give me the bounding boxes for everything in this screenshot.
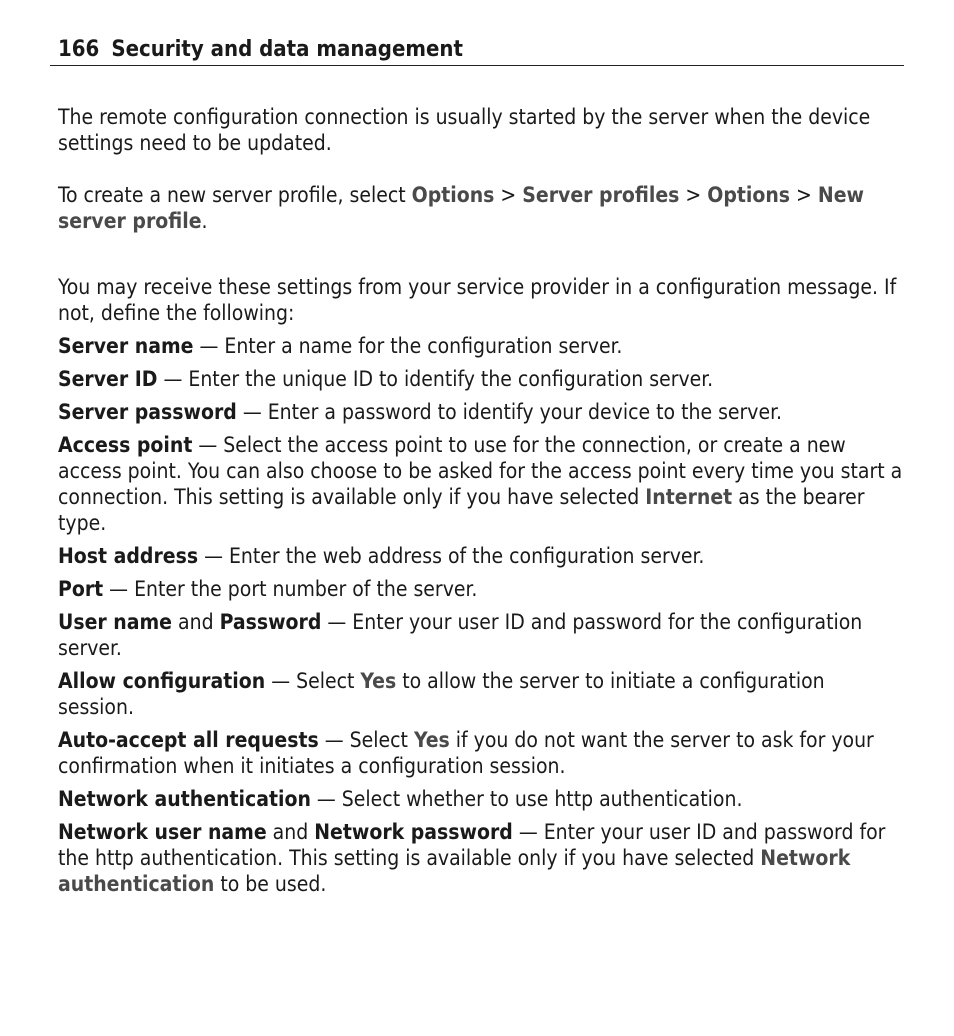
setting-term: Server ID [58,367,158,391]
setting-description: — Enter a password to identify your device to the server. [236,400,782,424]
setting-description: to allow the server to initiate a configuration session. [58,669,825,719]
setting-network-user-name-password [58,819,904,897]
page-number: 166 [58,37,100,62]
setting-term: Port [58,577,104,601]
menu-path-item: Options [411,183,495,207]
setting-user-name-password [58,609,904,661]
setting-server-name [58,333,904,359]
setting-host-address [58,543,904,569]
page-header [50,36,904,66]
menu-path-separator: > [494,183,523,207]
setting-term: Network password [314,820,513,844]
setting-term: Allow configuration [58,669,266,693]
setting-allow-configuration [58,668,904,720]
menu-path-item: Server profiles [522,183,680,207]
setting-description: — Enter the port number of the server. [103,577,478,601]
setting-port [58,576,904,602]
ui-option-label: Network authentication [58,846,851,896]
ui-option-label: Internet [645,485,733,509]
menu-path-paragraph [58,182,904,234]
setting-description: — Select [318,728,414,752]
setting-term: Auto-accept all requests [58,728,319,752]
setting-description: as the bearer type. [58,485,865,535]
menu-path-separator: > [679,183,708,207]
ui-option-label: Yes [413,728,450,752]
setting-description: — Enter a name for the configuration server. [193,334,623,358]
setting-access-point [58,432,904,536]
setting-description: if you do not want the server to ask for your confirmation when it initiates a configuration session. [58,728,874,778]
menu-path-item: Options [707,183,791,207]
setting-auto-accept [58,727,904,779]
setting-term: Password [219,610,322,634]
setting-description: — Select the access point to use for the connection, or create a new access point. You can also choose to be asked for the access point every time you start a connection. This setting is available only if you have selected [58,433,903,509]
settings-intro-paragraph: You may receive these settings from your service provider in a configuration message. If not, define the following: [58,275,897,325]
page-body [58,104,904,897]
menu-path-item: New server profile [58,183,864,233]
setting-term: Network authentication [58,787,311,811]
setting-description: — Enter the web address of the configuration server. [198,544,705,568]
section-title: Security and data management [111,37,463,62]
ui-option-label: Yes [360,669,397,693]
setting-term: Server password [58,400,237,424]
setting-term: User name [58,610,173,634]
menu-path-separator: > [790,183,818,207]
setting-description: — Select [265,669,361,693]
setting-server-id [58,366,904,392]
setting-description: — Enter your user ID and password for the http authentication. This setting is available only if you have selected [58,820,886,870]
setting-term: Access point [58,433,193,457]
setting-description: to be used. [214,872,327,896]
menu-path-suffix: . [201,209,208,233]
setting-term: Server name [58,334,194,358]
setting-term: Host address [58,544,199,568]
setting-description: — Select whether to use http authentication. [310,787,743,811]
intro-paragraph: The remote configuration connection is usually started by the server when the device settings need to be updated. [58,105,871,155]
menu-path-prefix: To create a new server profile, select [58,183,412,207]
setting-conjunction: and [172,610,220,634]
setting-network-authentication [58,786,904,812]
setting-description: — Enter your user ID and password for the configuration server. [58,610,863,660]
setting-term: Network user name [58,820,267,844]
setting-conjunction: and [266,820,315,844]
setting-server-password [58,399,904,425]
setting-description: — Enter the unique ID to identify the configuration server. [157,367,714,391]
